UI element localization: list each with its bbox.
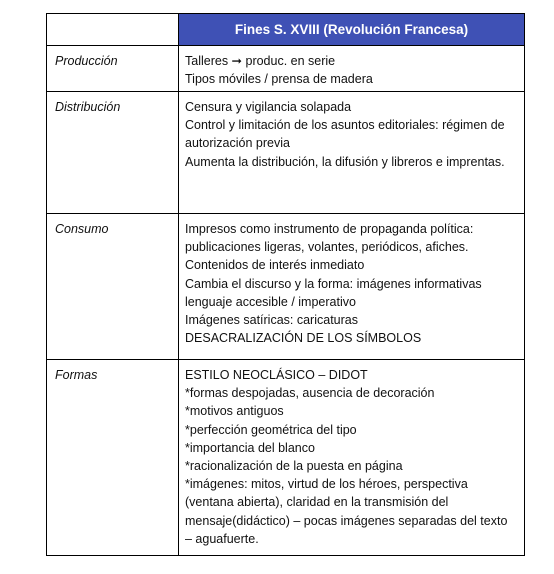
table-row-consumo	[47, 213, 524, 359]
content-line: *perfección geométrica del tipo	[185, 422, 357, 437]
content-line: Censura y vigilancia solapada	[185, 100, 352, 114]
content-line: ESTILO NEOCLÁSICO – DIDOT	[185, 368, 368, 382]
content-line: *racionalización de la puesta en página	[185, 459, 403, 474]
content-line: *imágenes: mitos, virtud de los héroes, perspectiva	[185, 477, 468, 492]
table-row-distribucion	[47, 91, 524, 213]
content-line: *formas despojadas, ausencia de decoración	[185, 386, 435, 401]
content-line: Tipos móviles / prensa de madera	[185, 72, 373, 87]
content-line: Talleres ➞ produc. en serie	[185, 54, 336, 68]
header-row	[47, 14, 524, 45]
content-line: Contenidos de interés inmediato	[185, 258, 365, 273]
row-label: Consumo	[47, 214, 179, 359]
content-line: lenguaje accesible / imperativo	[185, 294, 356, 309]
row-label: Producción	[47, 46, 179, 91]
content-line: Cambia el discurso y la forma: imágenes informativas	[185, 276, 482, 291]
content-line: *motivos antiguos	[185, 404, 284, 419]
content-line: Control y limitación de los asuntos editoriales: régimen de	[185, 118, 505, 133]
row-content	[179, 92, 524, 213]
content-line: – aguafuerte.	[185, 531, 259, 546]
comparison-table	[46, 13, 525, 556]
row-label: Formas	[47, 360, 179, 555]
content-line: publicaciones ligeras, volantes, periódicos, afiches.	[185, 240, 469, 255]
row-label: Distribución	[47, 92, 179, 213]
content-line: Impresos como instrumento de propaganda política:	[185, 222, 474, 236]
content-line: autorización previa	[185, 136, 290, 151]
content-line: Aumenta la distribución, la difusión y libreros e imprentas.	[185, 154, 505, 169]
row-content	[179, 360, 524, 555]
table-row-produccion	[47, 45, 524, 91]
table-row-formas	[47, 359, 524, 555]
content-line: Imágenes satíricas: caricaturas	[185, 313, 358, 328]
row-content	[179, 214, 524, 359]
content-line: (ventana abierta), claridad en la transmisión del	[185, 495, 449, 510]
content-line: DESACRALIZACIÓN DE LOS SÍMBOLOS	[185, 331, 422, 346]
header-empty-cell	[47, 14, 179, 45]
header-title: Fines S. XVIII (Revolución Francesa)	[179, 14, 524, 45]
row-content	[179, 46, 524, 91]
content-line: mensaje(didáctico) – pocas imágenes separadas del texto	[185, 513, 508, 528]
content-line: *importancia del blanco	[185, 440, 315, 455]
